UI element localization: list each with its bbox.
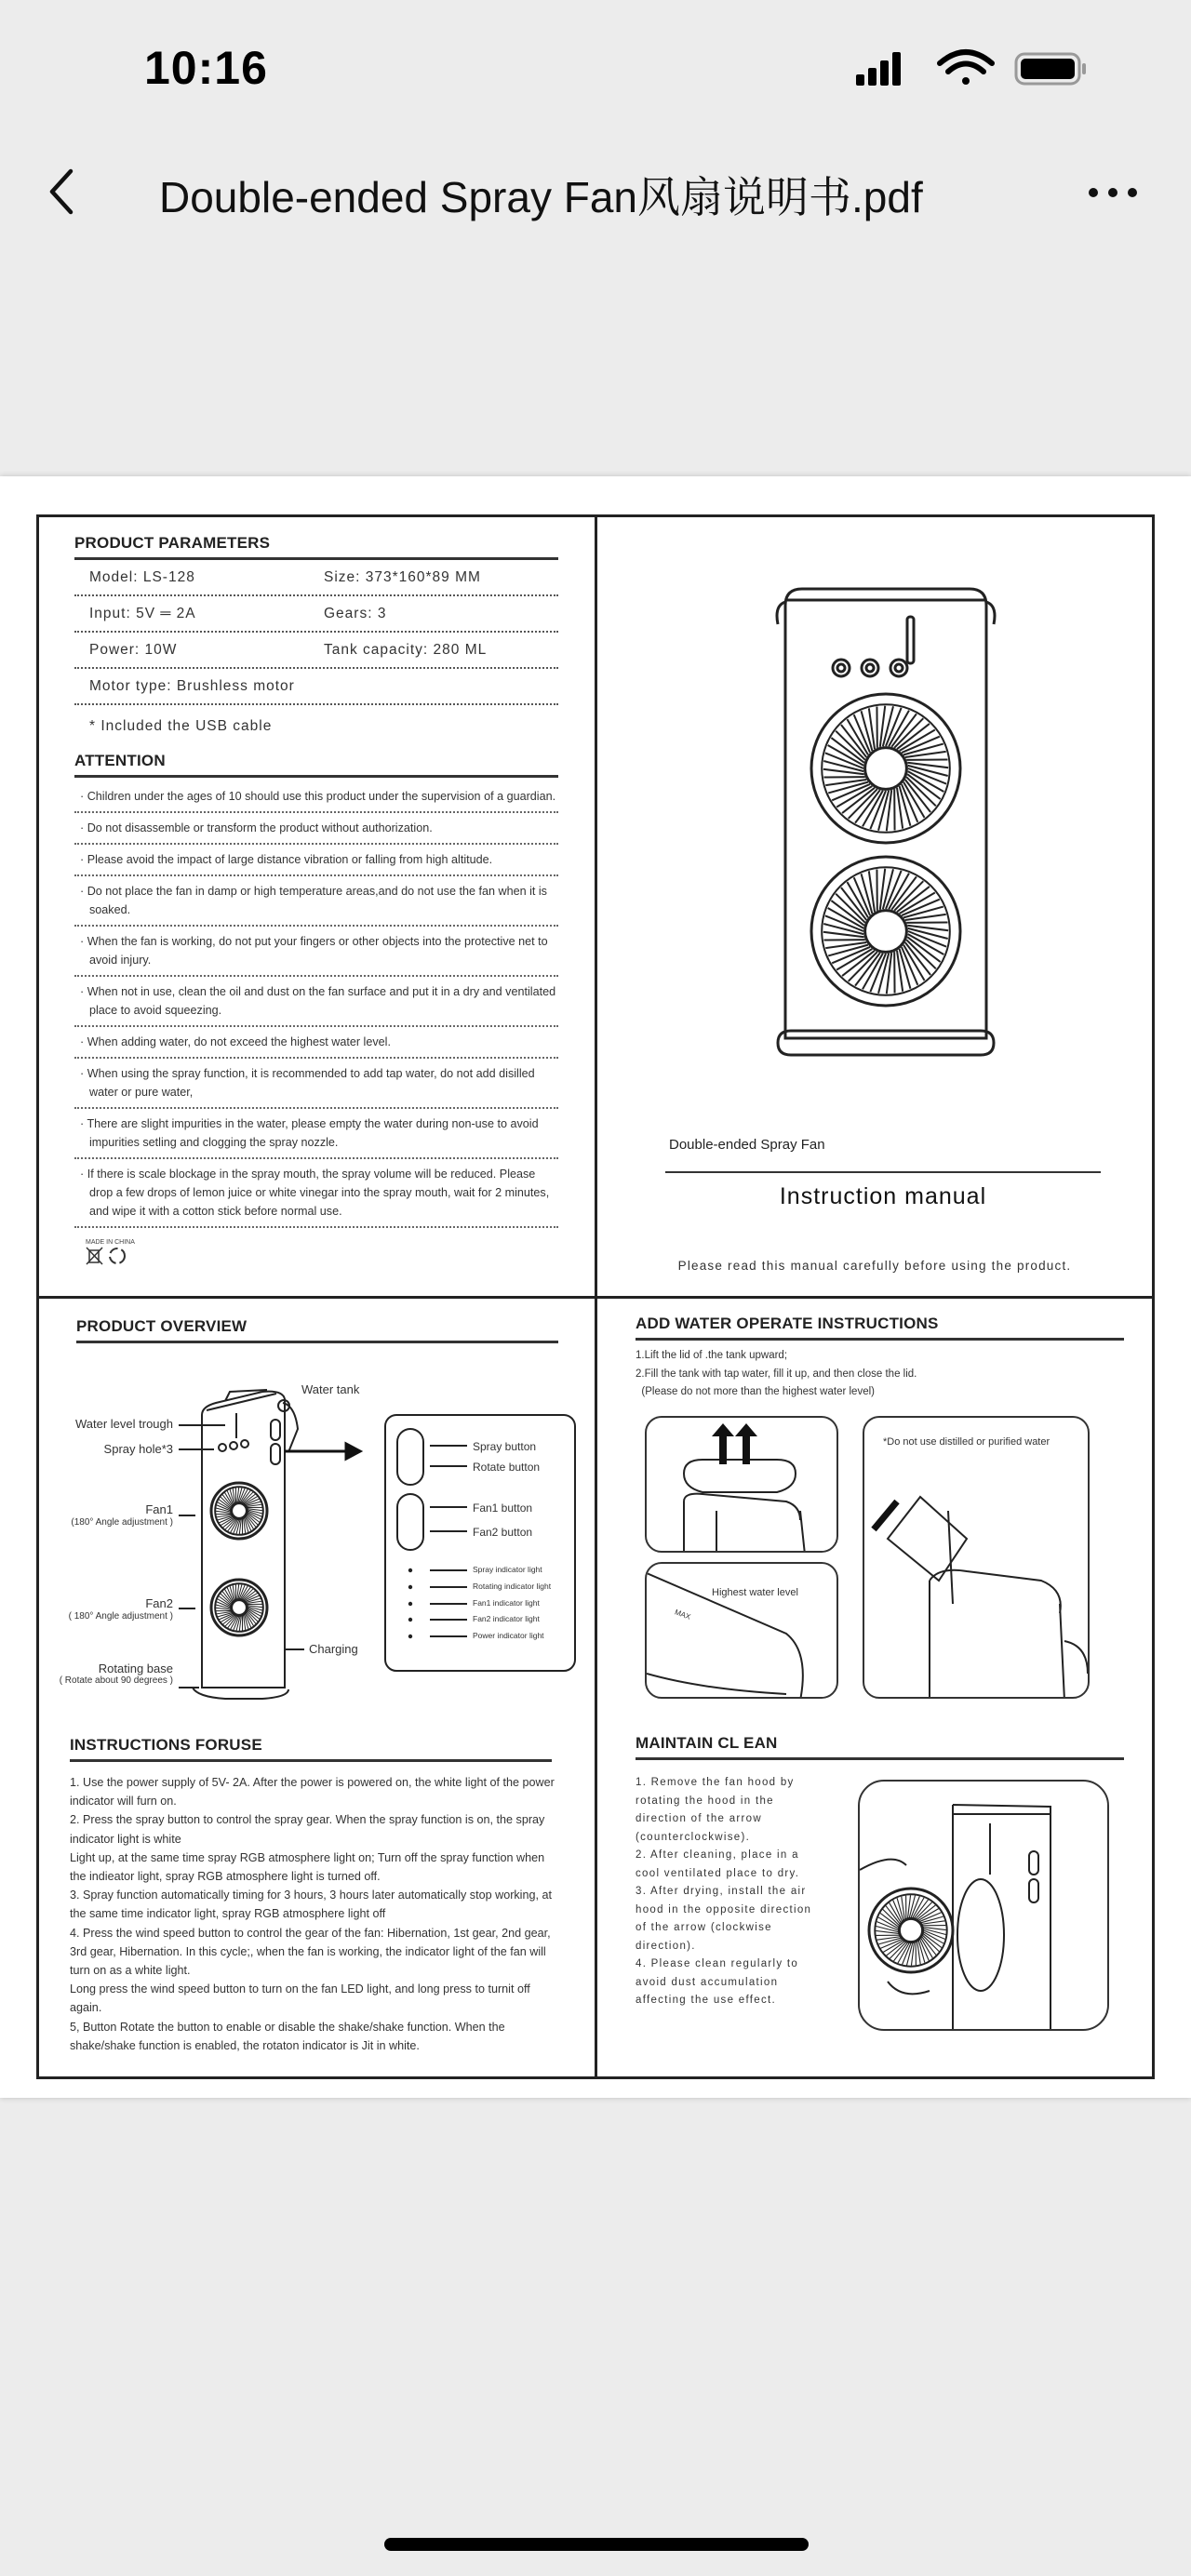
- maintain-heading: MAINTAIN CL EAN: [636, 1734, 1124, 1760]
- param-cell: Input: 5V ═ 2A: [89, 605, 196, 621]
- attention-heading: ATTENTION: [74, 752, 558, 778]
- image-pour-water: [863, 1416, 1090, 1699]
- document-title: Double-ended Spray Fan风扇说明书.pdf: [159, 173, 923, 221]
- add-water-heading: ADD WATER OPERATE INSTRUCTIONS: [636, 1315, 1124, 1341]
- recycle-icons: [86, 1246, 141, 1266]
- water-warning: *Do not use distilled or purified water: [883, 1436, 1050, 1448]
- image-remove-hood: [858, 1780, 1109, 2031]
- cover-rule: [665, 1171, 1101, 1173]
- label-fan1-button: Fan1 button: [473, 1502, 533, 1515]
- pointer-arrow-icon: [285, 1444, 360, 1459]
- label-rotate-button: Rotate button: [473, 1461, 541, 1474]
- params-heading: PRODUCT PARAMETERS: [74, 534, 558, 560]
- label-fan1-sub: (180° Angle adjustment ): [71, 1517, 173, 1528]
- fan-grille-icon: [869, 1889, 953, 1972]
- param-row: [74, 633, 558, 669]
- label-spray-hole: Spray hole*3: [103, 1442, 173, 1456]
- fan-grille-icon: [211, 1580, 267, 1635]
- maintain-step: 4. Please clean regularly to avoid dust accumulation affecting the use effect.: [636, 1958, 799, 2006]
- fan-product-illustration: [774, 578, 997, 1080]
- panel-overview: [39, 1299, 595, 2076]
- instructions-text: [70, 1773, 558, 2055]
- image-lift-lid: [645, 1416, 838, 1553]
- max-mark: MAX: [673, 1608, 692, 1622]
- param-cell: Power: 10W: [89, 641, 178, 658]
- attention-item: · Do not disassemble or transform the product without authorization.: [74, 813, 558, 845]
- param-cell: Motor type: Brushless motor: [89, 677, 295, 694]
- instructions-heading: INSTRUCTIONS FORUSE: [70, 1736, 552, 1762]
- label-rotating-light: Rotating indicator light: [473, 1582, 552, 1591]
- instruction-line: Light up, at the same time spray RGB atmosphere light on; Turn off the spray function when the indieator light, spray RGB atmosphere light is turned off.: [70, 1850, 545, 1884]
- label-fan1: Fan1: [145, 1502, 173, 1516]
- attention-item: · When the fan is working, do not put your fingers or other objects into the protective net to avoid injury.: [74, 927, 558, 977]
- more-options-button[interactable]: [1087, 184, 1143, 203]
- home-indicator[interactable]: [384, 2538, 809, 2551]
- label-fan2: Fan2: [145, 1596, 173, 1610]
- overview-heading: PRODUCT OVERVIEW: [76, 1317, 558, 1343]
- label-base-sub: ( Rotate about 90 degrees ): [59, 1675, 173, 1686]
- param-row: [74, 669, 558, 705]
- panel-water-maintain: [597, 1299, 1152, 2076]
- image-max-level: [645, 1562, 838, 1699]
- label-fan2-light: Fan2 indicator light: [473, 1614, 540, 1623]
- param-cell: Model: LS-128: [89, 568, 195, 585]
- attention-item: · Children under the ages of 10 should use this product under the supervision of a guardian.: [74, 781, 558, 813]
- instruction-line: 4. Press the wind speed button to control the gear of the fan: Hibernation, 1st gear, 2nd gear, 3rd gear, Hibernation. In this cycle;, when the fan is working, the indicator light of the fan will turn on as a white light.: [70, 1926, 551, 1978]
- fan-grille-icon: [211, 1483, 267, 1539]
- params-note: * Included the USB cable: [89, 718, 273, 734]
- param-cell: Gears: 3: [324, 605, 387, 621]
- status-time: 10:16: [144, 42, 268, 94]
- label-base: Rotating base: [98, 1662, 173, 1675]
- wifi-icon: [940, 52, 992, 85]
- add-water-text: [636, 1347, 917, 1402]
- attention-item: · When not in use, clean the oil and dust on the fan surface and put it in a dry and ventilated place to avoid squeezing.: [74, 977, 558, 1027]
- recycle-icon: [110, 1248, 125, 1263]
- instruction-line: 5, Button Rotate the button to enable or disable the shake/shake function. When the shake/shake function is enabled, the rotaton indicator is Jit in white.: [70, 2020, 505, 2052]
- label-fan2-sub: ( 180° Angle adjustment ): [68, 1611, 173, 1622]
- attention-item: · Please avoid the impact of large distance vibration or falling from high altitude.: [74, 845, 558, 876]
- status-icons: [856, 47, 1098, 93]
- label-spray-button: Spray button: [473, 1440, 537, 1453]
- param-row: [74, 560, 558, 596]
- label-charging: Charging: [309, 1642, 358, 1656]
- back-button[interactable]: [43, 164, 80, 220]
- made-in-china: MADE IN CHINA: [86, 1239, 135, 1246]
- params-table: [74, 560, 558, 705]
- cover-title: Instruction manual: [779, 1183, 987, 1209]
- label-spray-light: Spray indicator light: [473, 1565, 542, 1574]
- instruction-line: Long press the wind speed button to turn on the fan LED light, and long press to turnit off again.: [70, 1982, 530, 2015]
- fan-grille-icon: [811, 694, 960, 843]
- maintain-step: 3. After drying, install the air hood in the opposite direction of the arrow (clockwise direction).: [636, 1886, 812, 1952]
- instruction-line: 3. Spray function automatically timing for 3 hours, 3 hours later automatically stop working, at the same time indicator light, spray RGB atmosphere light off: [70, 1889, 552, 1921]
- add-water-step: 1.Lift the lid of .the tank upward;: [636, 1350, 788, 1361]
- param-cell: Tank capacity: 280 ML: [324, 641, 488, 658]
- cover-product-name: Double-ended Spray Fan: [669, 1137, 825, 1153]
- highest-level-label: Highest water level: [712, 1587, 798, 1598]
- maintain-step: 1. Remove the fan hood by rotating the hood in the direction of the arrow (counterclockwise).: [636, 1777, 795, 1843]
- add-water-step: (Please do not more than the highest water level): [636, 1386, 875, 1397]
- param-cell: Size: 373*160*89 MM: [324, 568, 481, 585]
- maintain-text: [636, 1774, 822, 2010]
- param-row: [74, 596, 558, 633]
- add-water-step: 2.Fill the tank with tap water, fill it up, and then close the lid.: [636, 1368, 917, 1380]
- instruction-line: 2. Press the spray button to control the spray gear. When the spray function is on, the spray indicator light is white: [70, 1813, 545, 1846]
- label-power-light: Power indicator light: [473, 1631, 544, 1640]
- attention-item: · When using the spray function, it is recommended to add tap water, do not add disilled water or pure water,: [74, 1059, 558, 1109]
- label-fan1-light: Fan1 indicator light: [473, 1598, 540, 1608]
- attention-item: · When adding water, do not exceed the highest water level.: [74, 1027, 558, 1059]
- panel-cover: [597, 517, 1152, 1296]
- attention-item: · Do not place the fan in damp or high temperature areas,and do not use the fan when it is soaked.: [74, 876, 558, 927]
- battery-icon: [1016, 54, 1086, 84]
- instruction-line: 1. Use the power supply of 5V- 2A. After the power is powered on, the white light of the power indicator will furn on.: [70, 1776, 555, 1809]
- cover-note: Please read this manual carefully before using the product.: [677, 1259, 1072, 1273]
- signal-icon: [856, 52, 901, 86]
- maintain-step: 2. After cleaning, place in a cool ventilated place to dry.: [636, 1849, 800, 1879]
- label-fan2-button: Fan2 button: [473, 1526, 533, 1539]
- attention-item: · If there is scale blockage in the spray mouth, the spray volume will be reduced. Please drop a few drops of lemon juice or white vinegar into the spray mouth, wait for 2 minutes, and wipe it with a cotton stick before normal use.: [74, 1159, 558, 1228]
- fan-grille-icon: [811, 857, 960, 1006]
- panel-parameters: [39, 517, 595, 1296]
- label-water-tank: Water tank: [301, 1382, 360, 1396]
- label-water-trough: Water level trough: [74, 1417, 173, 1431]
- attention-list: [74, 781, 558, 1228]
- weee-bin-icon: [87, 1248, 102, 1264]
- attention-item: · There are slight impurities in the water, please empty the water during non-use to avoid impurities setling and clogging the spray nozzle.: [74, 1109, 558, 1159]
